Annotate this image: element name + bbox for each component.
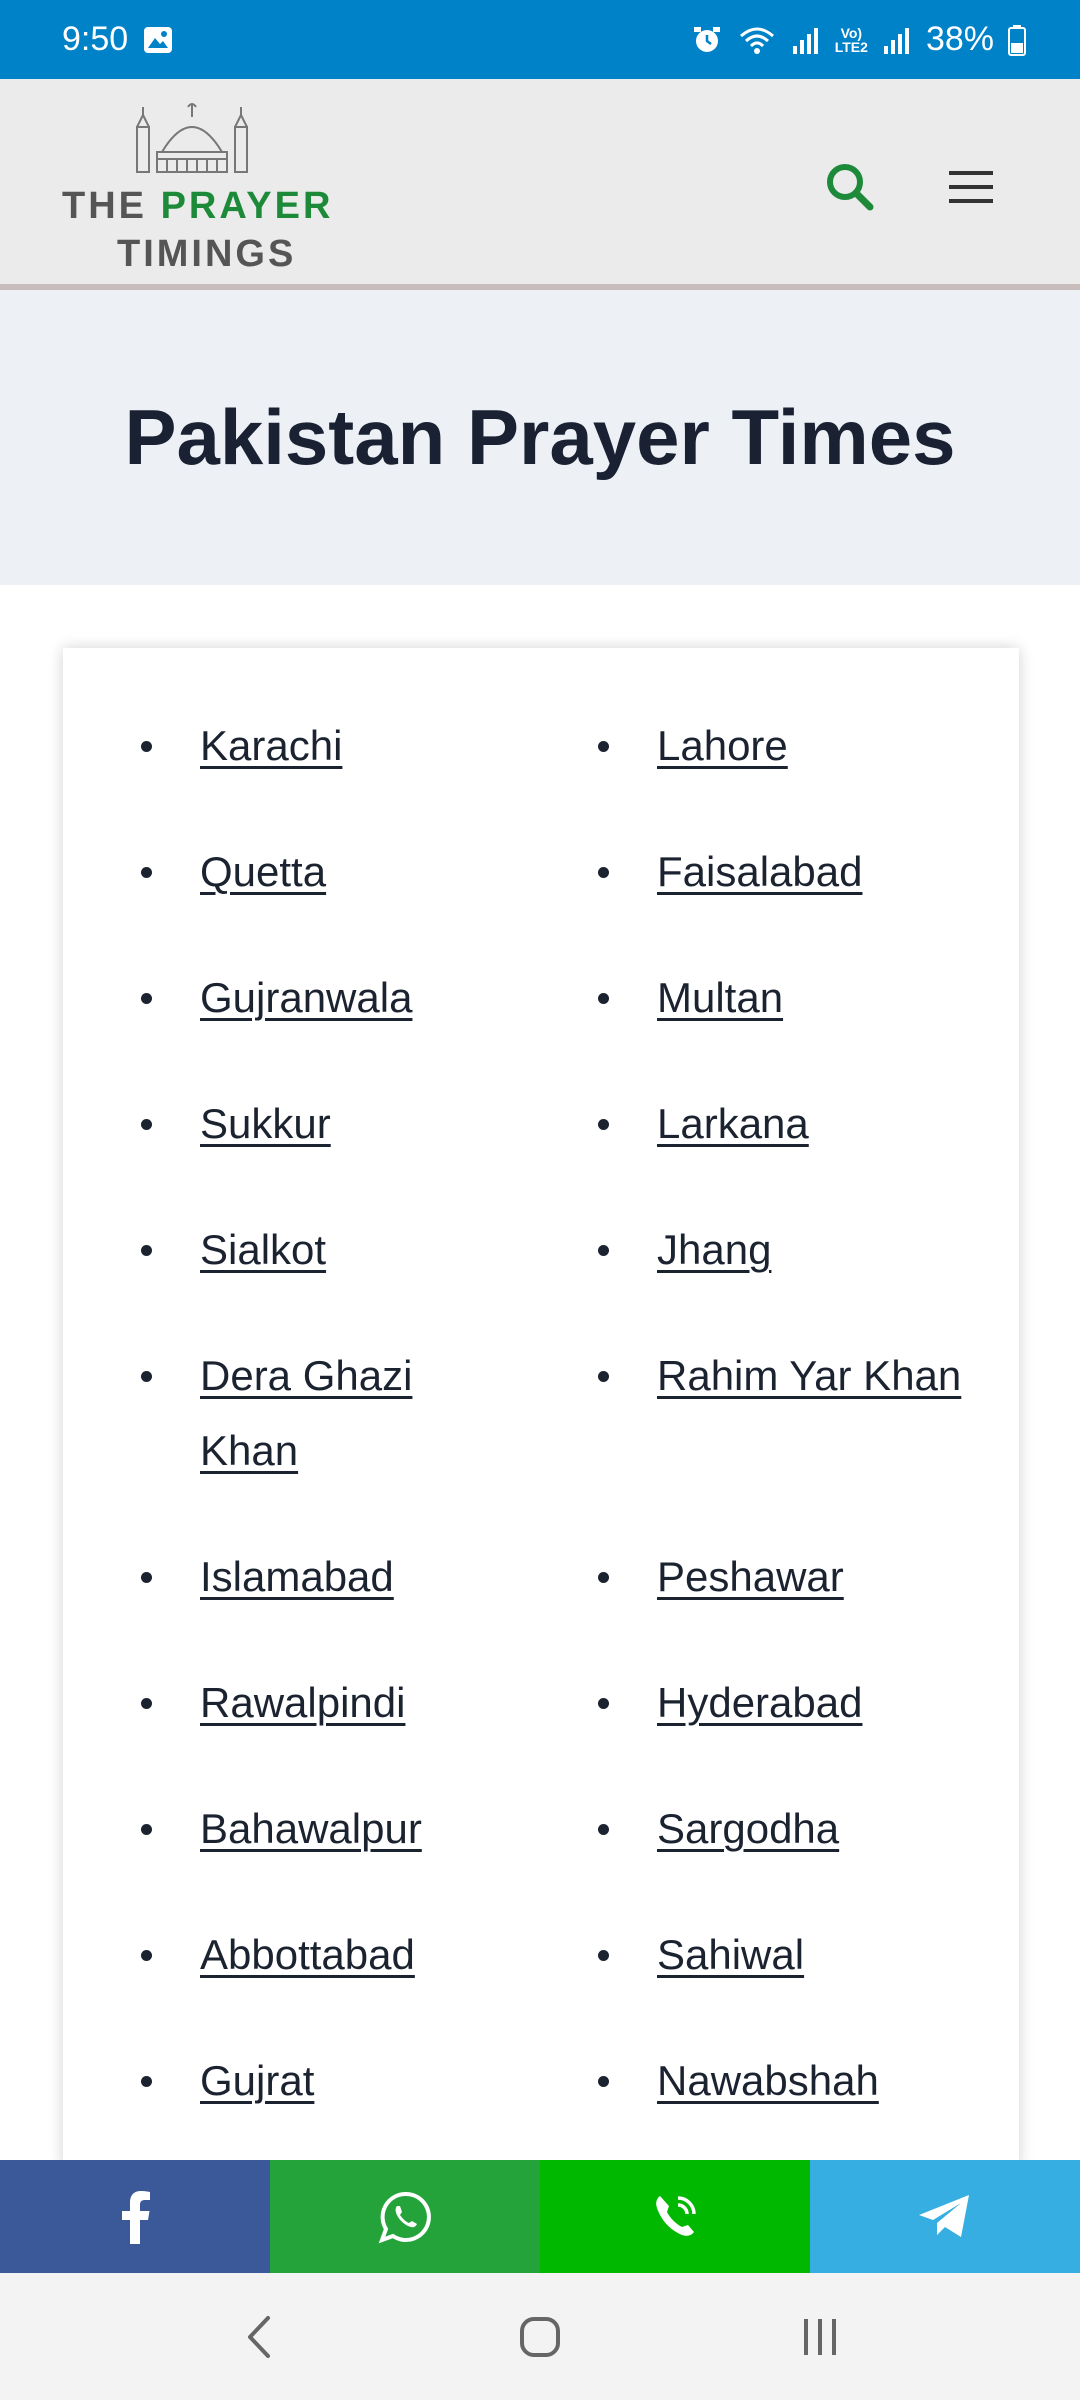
city-link[interactable]: Rahim Yar Khan — [657, 1352, 962, 1399]
battery-icon — [1008, 24, 1026, 56]
city-list-item — [63, 708, 541, 783]
city-list-item — [63, 960, 541, 1035]
home-icon — [516, 2313, 564, 2361]
page-hero — [0, 290, 1080, 585]
recents-button[interactable] — [780, 2297, 860, 2377]
city-list-item — [541, 1212, 1019, 1287]
city-list — [63, 708, 1019, 2169]
city-link[interactable]: Karachi — [200, 722, 343, 769]
gallery-notification-icon — [142, 24, 174, 56]
logo-text-line1: THE PRAYER — [62, 185, 334, 227]
battery-percent: 38% — [925, 20, 994, 58]
city-list-item — [541, 1665, 1019, 1740]
viber-share-button[interactable] — [540, 2160, 810, 2273]
city-list-item — [63, 1338, 541, 1488]
city-list-item — [541, 1338, 1019, 1488]
city-link[interactable]: Sukkur — [200, 1100, 331, 1147]
city-link[interactable]: Islamabad — [200, 1553, 394, 1600]
network-type-label: Vo) LTE2 — [834, 24, 868, 55]
city-link[interactable]: Hyderabad — [657, 1679, 863, 1726]
city-link[interactable]: Sargodha — [657, 1805, 840, 1852]
city-list-item — [541, 1917, 1019, 1992]
signal-icon — [791, 24, 821, 56]
viber-icon — [648, 2190, 702, 2244]
city-list-item — [541, 1086, 1019, 1161]
city-list-item — [541, 708, 1019, 783]
logo-text-line2: TIMINGS — [117, 233, 297, 275]
back-icon — [240, 2312, 280, 2362]
city-link[interactable]: Peshawar — [657, 1553, 844, 1600]
mosque-icon — [127, 97, 257, 177]
search-icon — [822, 159, 878, 215]
telegram-share-button[interactable] — [810, 2160, 1080, 2273]
share-bar — [0, 2160, 1080, 2273]
city-link[interactable]: Faisalabad — [657, 848, 863, 895]
wifi-icon — [737, 24, 777, 56]
city-link[interactable]: Nawabshah — [657, 2057, 879, 2104]
city-link[interactable]: Lahore — [657, 722, 788, 769]
home-button[interactable] — [500, 2297, 580, 2377]
city-list-item — [541, 2043, 1019, 2118]
city-list-item — [63, 2043, 541, 2118]
city-list-item — [63, 1791, 541, 1866]
whatsapp-icon — [378, 2190, 432, 2244]
city-link[interactable]: Rawalpindi — [200, 1679, 406, 1726]
city-list-item — [63, 1086, 541, 1161]
city-list-item — [63, 1539, 541, 1614]
city-link[interactable]: Sahiwal — [657, 1931, 805, 1978]
recents-icon — [796, 2313, 844, 2361]
city-list-item — [63, 1212, 541, 1287]
city-link[interactable]: Jhang — [657, 1226, 772, 1273]
city-list-item — [541, 1791, 1019, 1866]
city-link[interactable]: Bahawalpur — [200, 1805, 422, 1852]
status-bar — [0, 0, 1080, 79]
city-list-item — [63, 1917, 541, 1992]
city-list-item — [541, 960, 1019, 1035]
page-title: Pakistan Prayer Times — [124, 393, 956, 481]
telegram-icon — [917, 2193, 973, 2241]
hamburger-menu-icon — [943, 165, 999, 209]
menu-button[interactable] — [943, 165, 999, 209]
city-link[interactable]: Quetta — [200, 848, 327, 895]
city-link[interactable]: Gujrat — [200, 2057, 315, 2104]
alarm-icon — [691, 24, 723, 56]
city-link[interactable]: Gujranwala — [200, 974, 413, 1021]
signal-icon-2 — [882, 24, 912, 56]
city-link[interactable]: Sialkot — [200, 1226, 327, 1273]
facebook-icon — [115, 2190, 155, 2244]
city-list-item — [541, 834, 1019, 909]
search-button[interactable] — [822, 159, 878, 215]
city-link[interactable]: Dera Ghazi Khan — [200, 1352, 413, 1474]
back-button[interactable] — [220, 2297, 300, 2377]
status-time: 9:50 — [62, 20, 129, 58]
site-logo[interactable] — [62, 97, 334, 275]
city-link[interactable]: Multan — [657, 974, 784, 1021]
city-list-item — [63, 1665, 541, 1740]
site-header — [0, 79, 1080, 290]
city-list-card — [63, 648, 1019, 2168]
city-list-item — [63, 834, 541, 909]
whatsapp-share-button[interactable] — [270, 2160, 540, 2273]
facebook-share-button[interactable] — [0, 2160, 270, 2273]
city-list-item — [541, 1539, 1019, 1614]
system-navigation-bar — [0, 2273, 1080, 2400]
city-link[interactable]: Abbottabad — [200, 1931, 415, 1978]
city-link[interactable]: Larkana — [657, 1100, 809, 1147]
